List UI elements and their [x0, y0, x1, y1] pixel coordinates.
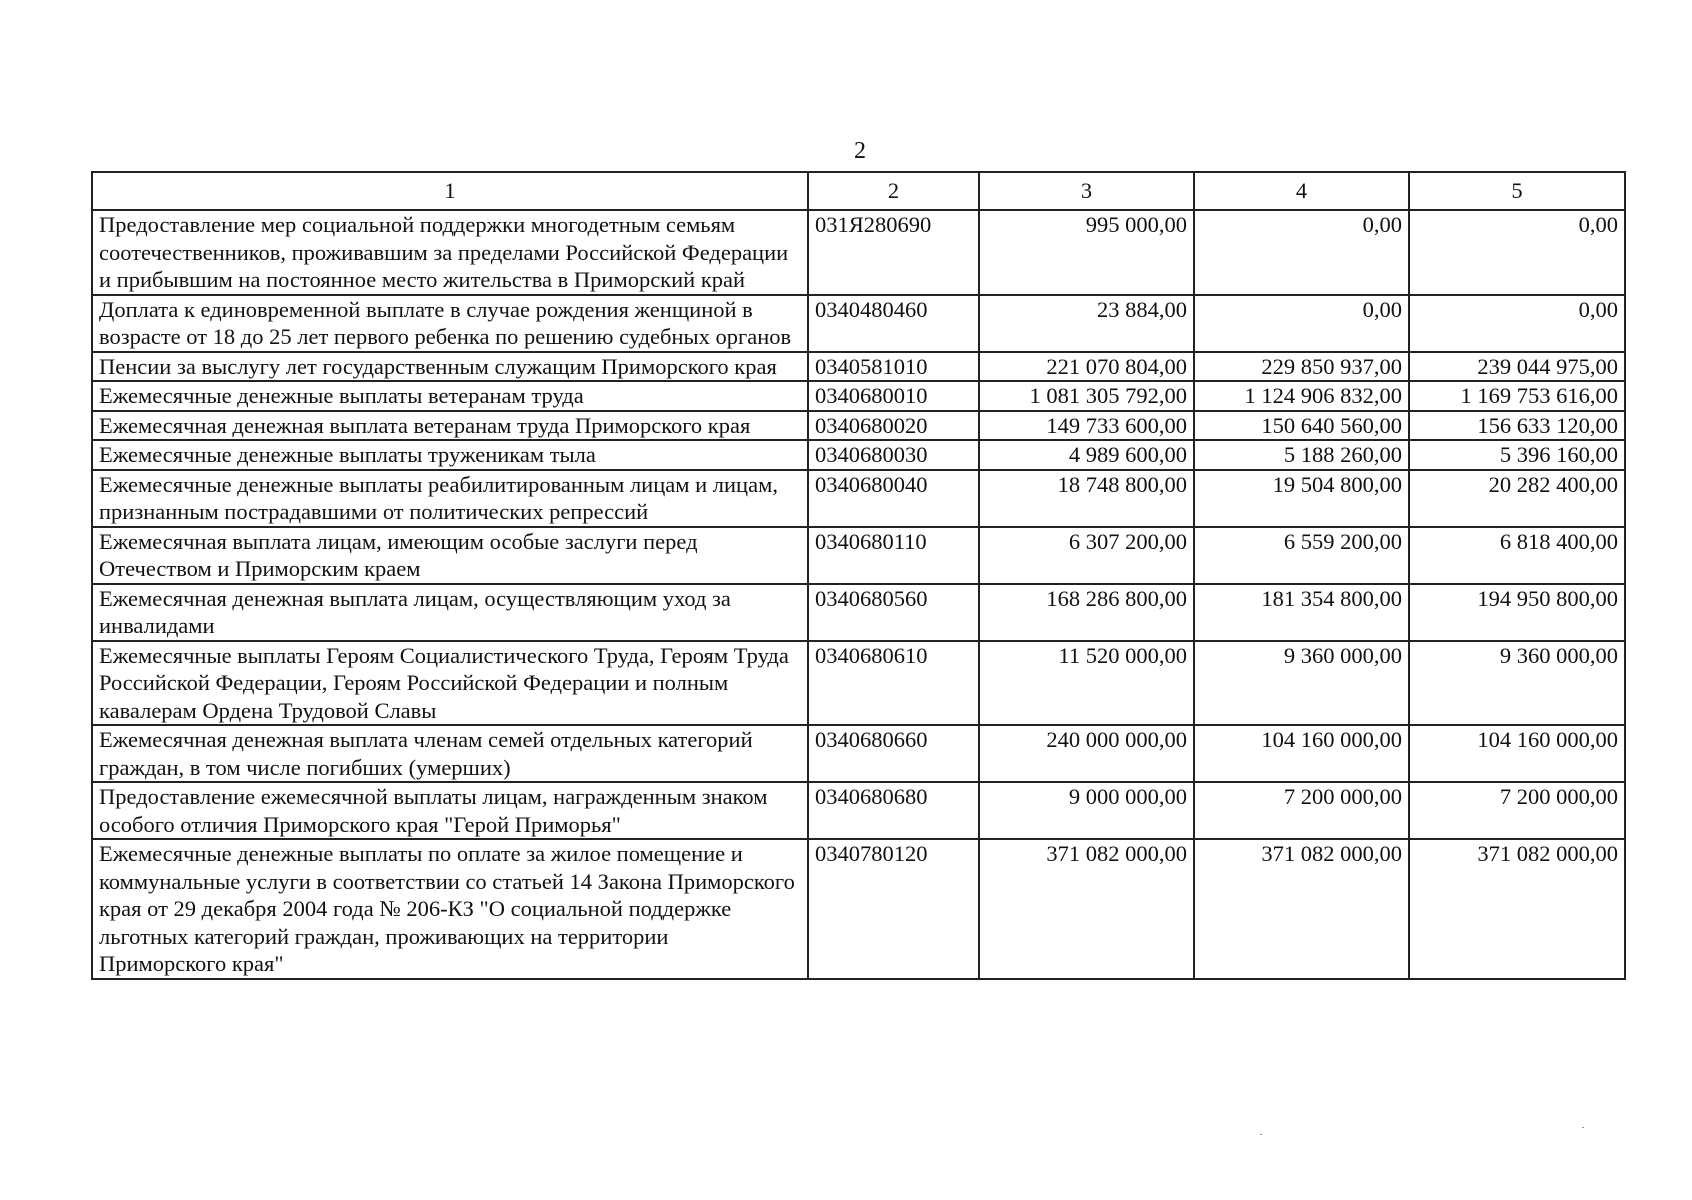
row-value-col3: 9 000 000,00	[979, 782, 1194, 839]
table-row	[92, 295, 1625, 352]
table-row	[92, 352, 1625, 382]
table-row	[92, 210, 1625, 295]
table-row	[92, 411, 1625, 441]
row-value-col3: 995 000,00	[979, 210, 1194, 295]
row-value-col5: 371 082 000,00	[1409, 839, 1625, 979]
row-value-col3: 1 081 305 792,00	[979, 381, 1194, 411]
row-value-col5: 0,00	[1409, 295, 1625, 352]
row-value-col3: 149 733 600,00	[979, 411, 1194, 441]
row-name-cell: Пенсии за выслугу лет государственным служащим Приморского края	[92, 352, 808, 382]
table-row	[92, 641, 1625, 726]
row-name-cell: Ежемесячная выплата лицам, имеющим особые заслуги перед Отечеством и Приморским краем	[92, 527, 808, 584]
table-row	[92, 440, 1625, 470]
row-code-cell: 0340680020	[808, 411, 979, 441]
row-value-col4: 6 559 200,00	[1194, 527, 1409, 584]
row-value-col4: 5 188 260,00	[1194, 440, 1409, 470]
header-col-2: 2	[808, 172, 979, 210]
row-code-cell: 0340480460	[808, 295, 979, 352]
row-value-col5: 194 950 800,00	[1409, 584, 1625, 641]
row-value-col5: 239 044 975,00	[1409, 352, 1625, 382]
header-row	[92, 172, 1625, 210]
row-value-col5: 20 282 400,00	[1409, 470, 1625, 527]
row-name-cell: Ежемесячные выплаты Героям Социалистического Труда, Героям Труда Российской Федерации, Героям Российской Федерации и полным кавалерам Ордена Трудовой Славы	[92, 641, 808, 726]
row-value-col5: 156 633 120,00	[1409, 411, 1625, 441]
table-row	[92, 470, 1625, 527]
row-name-cell: Ежемесячные денежные выплаты ветеранам труда	[92, 381, 808, 411]
row-code-cell: 0340680610	[808, 641, 979, 726]
row-value-col4: 7 200 000,00	[1194, 782, 1409, 839]
row-name-cell: Предоставление мер социальной поддержки многодетным семьям соотечественников, проживавшим за пределами Российской Федерации и прибывшим на постоянное место жительства в Приморский край	[92, 210, 808, 295]
row-value-col5: 0,00	[1409, 210, 1625, 295]
row-value-col5: 104 160 000,00	[1409, 725, 1625, 782]
row-code-cell: 031Я280690	[808, 210, 979, 295]
row-value-col4: 19 504 800,00	[1194, 470, 1409, 527]
row-name-cell: Ежемесячная денежная выплата членам семей отдельных категорий граждан, в том числе погибших (умерших)	[92, 725, 808, 782]
page-number: 2	[854, 138, 866, 164]
scan-speck	[1582, 1127, 1584, 1128]
table-row	[92, 584, 1625, 641]
row-code-cell: 0340680030	[808, 440, 979, 470]
table-row	[92, 527, 1625, 584]
table-header	[92, 172, 1625, 210]
row-value-col4: 1 124 906 832,00	[1194, 381, 1409, 411]
row-code-cell: 0340680660	[808, 725, 979, 782]
row-code-cell: 0340680110	[808, 527, 979, 584]
row-value-col4: 9 360 000,00	[1194, 641, 1409, 726]
row-name-cell: Ежемесячные денежные выплаты реабилитированным лицам и лицам, признанным пострадавшими от политических репрессий	[92, 470, 808, 527]
row-value-col3: 168 286 800,00	[979, 584, 1194, 641]
row-value-col5: 6 818 400,00	[1409, 527, 1625, 584]
row-code-cell: 0340680680	[808, 782, 979, 839]
table-body	[92, 210, 1625, 979]
row-value-col4: 104 160 000,00	[1194, 725, 1409, 782]
row-value-col3: 240 000 000,00	[979, 725, 1194, 782]
row-value-col3: 6 307 200,00	[979, 527, 1194, 584]
row-value-col4: 371 082 000,00	[1194, 839, 1409, 979]
header-col-1: 1	[92, 172, 808, 210]
row-code-cell: 0340780120	[808, 839, 979, 979]
row-value-col4: 229 850 937,00	[1194, 352, 1409, 382]
header-col-4: 4	[1194, 172, 1409, 210]
row-name-cell: Ежемесячная денежная выплата ветеранам труда Приморского края	[92, 411, 808, 441]
row-name-cell: Ежемесячная денежная выплата лицам, осуществляющим уход за инвалидами	[92, 584, 808, 641]
row-code-cell: 0340581010	[808, 352, 979, 382]
row-name-cell: Ежемесячные денежные выплаты по оплате за жилое помещение и коммунальные услуги в соответствии со статьей 14 Закона Приморского края от 29 декабря 2004 года № 206-КЗ "О социальной поддержке льготных категорий граждан, проживающих на территории Приморского края"	[92, 839, 808, 979]
row-value-col5: 9 360 000,00	[1409, 641, 1625, 726]
budget-table	[91, 171, 1626, 980]
row-name-cell: Предоставление ежемесячной выплаты лицам, награжденным знаком особого отличия Приморского края "Герой Приморья"	[92, 782, 808, 839]
row-value-col4: 150 640 560,00	[1194, 411, 1409, 441]
row-value-col3: 11 520 000,00	[979, 641, 1194, 726]
row-value-col5: 1 169 753 616,00	[1409, 381, 1625, 411]
row-code-cell: 0340680040	[808, 470, 979, 527]
row-code-cell: 0340680010	[808, 381, 979, 411]
row-value-col3: 18 748 800,00	[979, 470, 1194, 527]
row-value-col5: 7 200 000,00	[1409, 782, 1625, 839]
table-row	[92, 782, 1625, 839]
row-value-col5: 5 396 160,00	[1409, 440, 1625, 470]
row-value-col4: 0,00	[1194, 210, 1409, 295]
header-col-3: 3	[979, 172, 1194, 210]
row-value-col4: 0,00	[1194, 295, 1409, 352]
row-value-col3: 23 884,00	[979, 295, 1194, 352]
row-value-col4: 181 354 800,00	[1194, 584, 1409, 641]
table-row	[92, 381, 1625, 411]
row-name-cell: Доплата к единовременной выплате в случае рождения женщиной в возрасте от 18 до 25 лет первого ребенка по решению судебных органов	[92, 295, 808, 352]
header-col-5: 5	[1409, 172, 1625, 210]
row-code-cell: 0340680560	[808, 584, 979, 641]
row-value-col3: 371 082 000,00	[979, 839, 1194, 979]
scan-speck	[1260, 1134, 1262, 1135]
row-name-cell: Ежемесячные денежные выплаты труженикам тыла	[92, 440, 808, 470]
table-row	[92, 839, 1625, 979]
row-value-col3: 4 989 600,00	[979, 440, 1194, 470]
table-row	[92, 725, 1625, 782]
row-value-col3: 221 070 804,00	[979, 352, 1194, 382]
